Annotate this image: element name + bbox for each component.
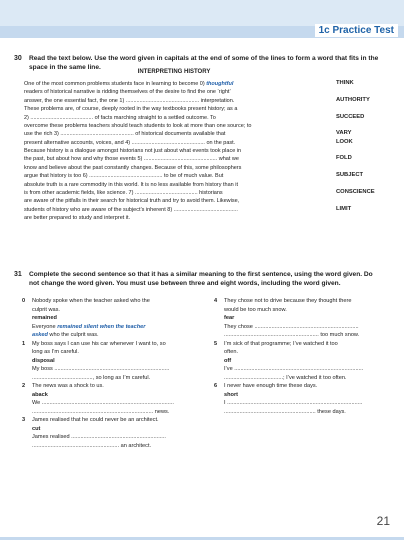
answer-line (32, 365, 194, 374)
line-text: argue that history is too 6) ................................................ to be of much value. But (24, 173, 224, 180)
line-text: who the culprit was. (47, 332, 99, 338)
given-word: FOLD (336, 155, 352, 162)
line-text: ............................................................. too much snow. (224, 332, 360, 338)
given-word: SUBJECT (336, 172, 364, 179)
line-text: is from other academic fields, like science. 7) ......................................... historians (24, 189, 223, 196)
key-word: cut (32, 425, 41, 432)
line-text: We ..................................................................................... (32, 400, 174, 406)
item-number: 3 (22, 417, 26, 423)
original-sentence: I never have enough time these days. (224, 383, 318, 389)
answer-line (32, 408, 194, 417)
original-sentence: culprit was. (32, 306, 60, 313)
page-number: 21 (376, 514, 390, 528)
passage-title: INTERPRETING HISTORY (137, 69, 211, 75)
exercise-instruction: Read the text below. Use the word given in capitals at the end of some of the lines to form a word that fits in the space in the same line. (29, 55, 379, 71)
passage-line (24, 189, 324, 197)
answer-line (224, 331, 386, 340)
line-text: .............................................................................. news. (32, 408, 170, 415)
passage-line (24, 114, 324, 122)
line-text: know and believe about the past constantly changes. Because of this, some philosophers (24, 164, 242, 171)
line-text: readers of historical narrative is ridding themselves of the desire to find the one ‘right’ (24, 89, 231, 96)
line-text: answer, the one essential fact, the one 1) ................................................ interpretation. (24, 97, 235, 104)
passage-line (24, 172, 324, 180)
line-text: ........................................................... these days. (224, 408, 346, 415)
line-text: ......................................; I’ve watched it too often. (224, 374, 347, 381)
passage-line (24, 181, 324, 189)
line-text: 2) ......................................... of facts marching straight to a settled outcome. To (24, 114, 216, 121)
line-text: I’ve ................................................................................... (224, 366, 364, 372)
passage-line (24, 122, 324, 130)
example-answer: thoughtful (206, 81, 234, 87)
line-text: Everyone (32, 323, 58, 330)
line-text: absolute truth is a rare commodity in this world. It is no less available from history than it (24, 181, 238, 188)
key-word: aback (32, 391, 48, 398)
item-number: 0 (22, 298, 26, 304)
original-sentence: James realised that he could never be an architect. (32, 417, 159, 423)
answer-line (32, 323, 194, 332)
item-number: 2 (22, 383, 26, 389)
original-sentence: would be too much snow. (224, 306, 287, 313)
passage-line (24, 139, 324, 147)
given-word: LOOK (336, 138, 353, 145)
answer-line (224, 323, 386, 332)
given-word: AUTHORITY (336, 96, 370, 103)
transformation-item (214, 297, 386, 340)
item-number: 4 (214, 298, 218, 304)
items-left-column (22, 297, 194, 450)
line-text: students of history who are aware of the subject’s inherent 8) .......................................... (24, 206, 238, 213)
exercise-instruction: Complete the second sentence so that it has a similar meaning to the first sentence, using the word given. Do not change the word given. You must use between three and eight words, including the word given. (29, 271, 373, 287)
line-text: overcome these problems teachers should teach students to look at more than one source; to (24, 122, 252, 129)
line-text: James realised ............................................................. (32, 434, 166, 440)
line-text: are better prepared to study and interpret it. (24, 215, 131, 221)
line-text: the past, but about how and why those events 5) ................................................ what we (24, 156, 239, 163)
answer-line (224, 399, 386, 408)
item-number: 6 (214, 383, 218, 389)
passage-line (24, 197, 324, 205)
key-word: off (224, 357, 232, 364)
passage-text (24, 80, 324, 222)
original-sentence: They chose not to drive because they thought there (224, 298, 352, 304)
given-word: VARY (336, 130, 352, 137)
item-number: 1 (22, 340, 26, 347)
original-sentence: often. (224, 349, 238, 355)
item-number: 5 (214, 340, 218, 347)
example-answer: remained silent when the teacher (57, 323, 146, 330)
passage-line (24, 147, 324, 155)
line-text: My boss .......................................................................... (32, 366, 170, 372)
key-word: remained (32, 315, 57, 321)
given-word: LIMIT (336, 205, 352, 212)
line-text: present alternative accounts, voices, and 4) ................................................ on the past. (24, 139, 236, 146)
answer-line (32, 331, 194, 340)
given-word: SUCCEED (336, 113, 365, 120)
transformation-item (22, 416, 194, 450)
answer-line (32, 374, 194, 383)
exercise-number: 30 (14, 55, 22, 62)
original-sentence: My boss says I can use his car whenever I want to, so (32, 340, 166, 347)
key-word: disposal (32, 357, 55, 364)
passage-line (24, 80, 324, 88)
answer-line (224, 374, 386, 383)
original-sentence: I’m sick of that programme; I’ve watched it too (224, 340, 338, 347)
passage-line (24, 130, 324, 138)
passage-line (24, 155, 324, 163)
line-text: One of the most common problems students face in learning to become 0) (24, 81, 207, 87)
section-title: 1c Practice Test (315, 24, 398, 37)
key-word: short (224, 391, 238, 398)
line-text: ........................................................ an architect. (32, 442, 152, 449)
line-text: These problems are, of course, deeply rooted in the way textbooks present history; as a (24, 106, 238, 113)
transformation-item (22, 297, 194, 340)
line-text: I ....................................................................................... (224, 400, 363, 406)
items-right-column (214, 297, 386, 416)
exercise-number: 31 (14, 271, 22, 278)
page-header (0, 0, 404, 38)
original-sentence: Nobody spoke when the teacher asked who the (32, 298, 150, 304)
line-text: Because history is a dialogue amongst historians not just about what events took place in (24, 148, 242, 154)
answer-line (224, 408, 386, 417)
passage-line (24, 206, 324, 214)
key-word: fear (224, 315, 235, 321)
passage-line (24, 88, 324, 96)
exercise-31 (14, 271, 382, 288)
transformation-item (214, 340, 386, 383)
transformation-item (214, 382, 386, 416)
passage-line (24, 164, 324, 172)
answer-line (32, 433, 194, 442)
transformation-item (22, 340, 194, 383)
answer-line (32, 442, 194, 451)
passage-line (24, 97, 324, 105)
passage-line (24, 214, 324, 222)
line-text: They chose ................................................................... (224, 323, 359, 330)
line-text: are aware of the pitfalls in their search for historical truth and try to avoid them. Likewise, (24, 198, 240, 205)
given-word: CONSCIENCE (336, 188, 375, 195)
transformation-item (22, 382, 194, 416)
line-text: ......................................., so long as I’m careful. (32, 374, 151, 381)
line-text: use the rich 3) ................................................ of historical documents available that (24, 131, 226, 138)
example-answer: asked (32, 332, 48, 338)
answer-line (224, 365, 386, 374)
given-word: THINK (336, 80, 354, 86)
passage-line (24, 105, 324, 113)
original-sentence: The news was a shock to us. (32, 383, 104, 389)
original-sentence: long as I’m careful. (32, 349, 79, 355)
answer-line (32, 399, 194, 408)
